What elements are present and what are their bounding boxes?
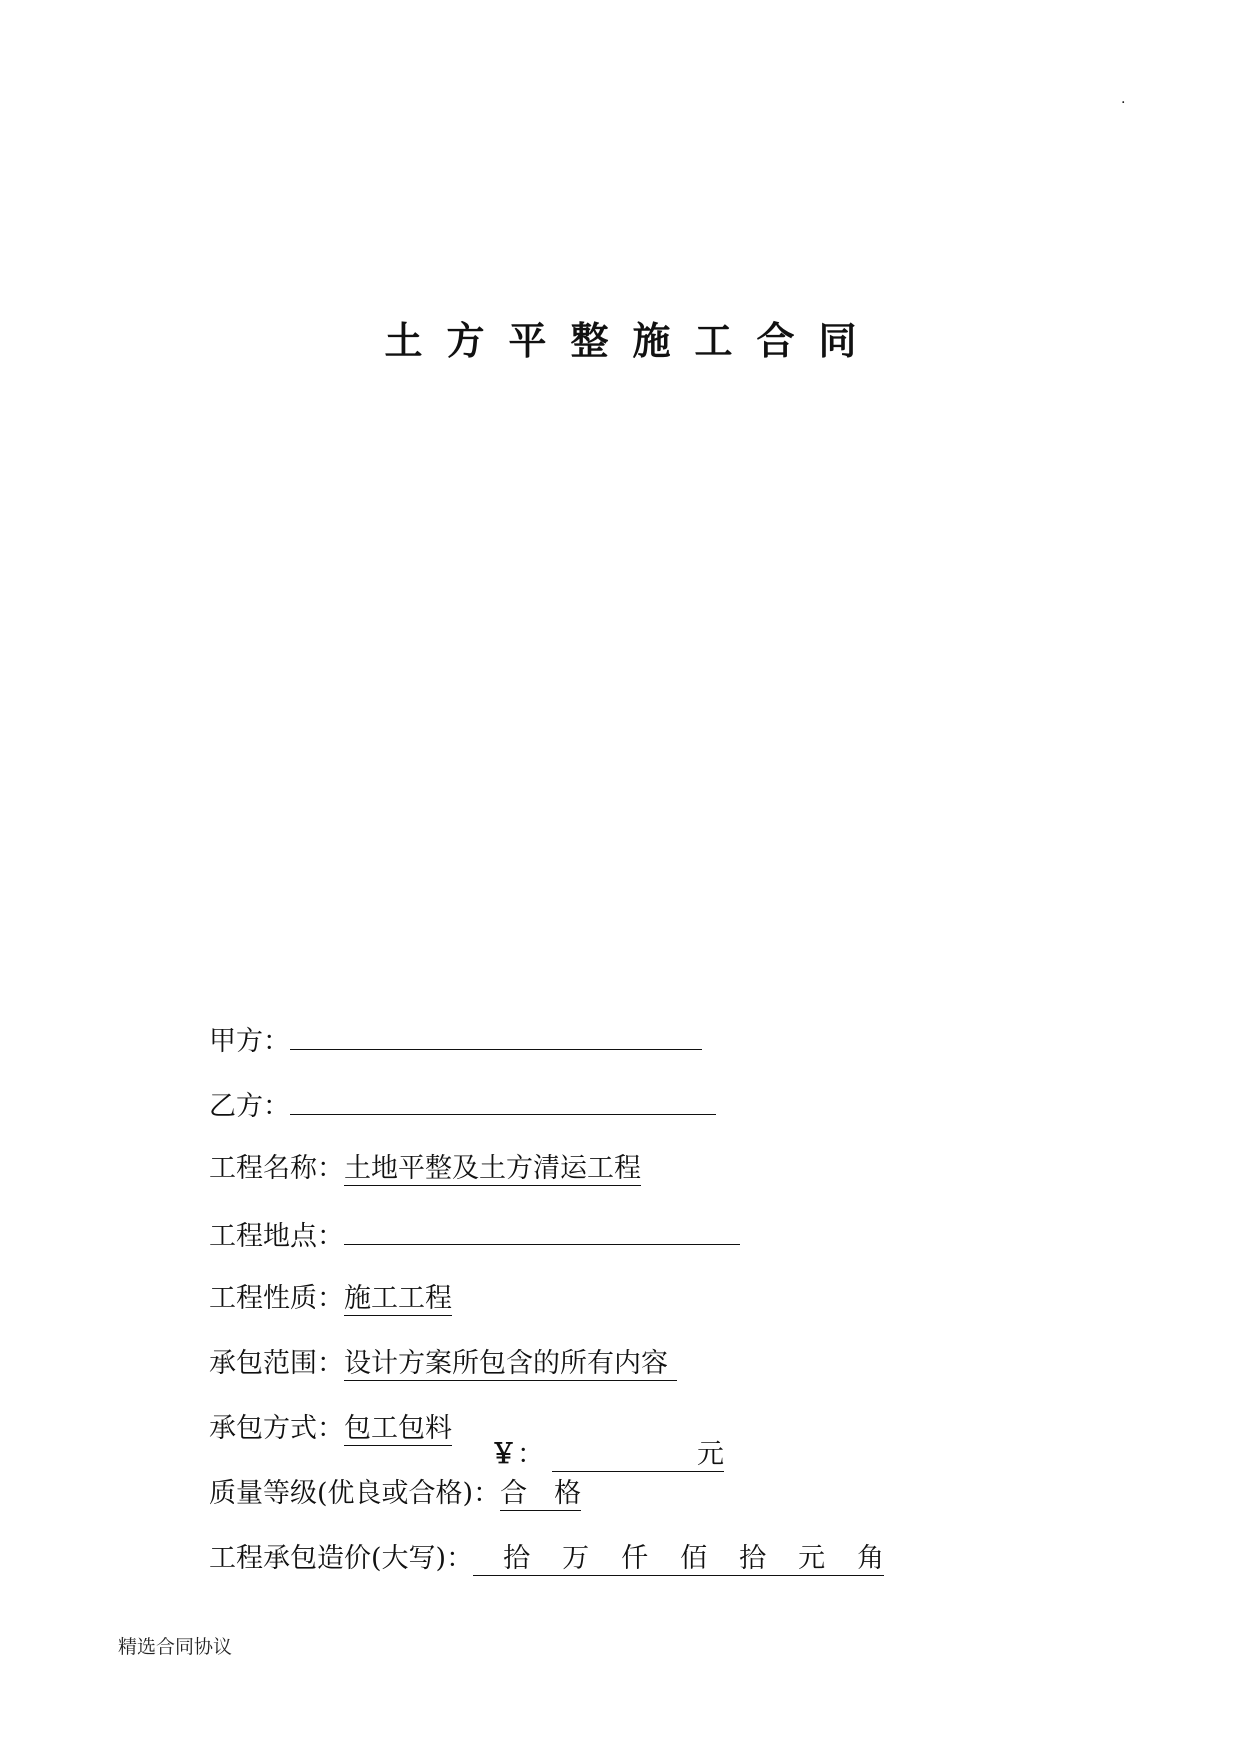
contract-method-row xyxy=(209,1411,452,1447)
contract-scope-value: 设计方案所包含的所有内容 xyxy=(344,1348,677,1379)
quality-grade-row xyxy=(209,1476,581,1512)
contract-price-label: 工程承包造价(大写)： xyxy=(209,1543,474,1574)
contract-price-value xyxy=(473,1543,884,1576)
yen-separator: ： xyxy=(517,1439,544,1470)
project-name-label: 工程名称： xyxy=(209,1153,344,1184)
party-b-label: 乙方： xyxy=(209,1091,290,1122)
yen-amount-row xyxy=(490,1437,724,1473)
contract-method-label: 承包方式： xyxy=(209,1413,344,1444)
party-a-label: 甲方： xyxy=(209,1026,290,1057)
yen-amount-field[interactable] xyxy=(552,1439,724,1472)
yen-unit: 元 xyxy=(697,1439,724,1470)
project-location-label: 工程地点： xyxy=(209,1221,344,1252)
price-unit-bai: 佰 xyxy=(680,1543,708,1574)
project-nature-label: 工程性质： xyxy=(209,1283,344,1314)
party-a-field[interactable] xyxy=(290,1021,702,1050)
contract-scope-label: 承包范围： xyxy=(209,1348,344,1379)
project-name-value: 土地平整及土方清运工程 xyxy=(344,1153,641,1184)
project-location-row xyxy=(209,1216,740,1255)
party-a-row xyxy=(209,1021,702,1060)
project-location-field[interactable] xyxy=(344,1216,740,1245)
contract-price-row xyxy=(209,1541,884,1577)
price-unit-qian: 仟 xyxy=(621,1543,649,1574)
project-nature-row xyxy=(209,1281,452,1317)
contract-scope-row xyxy=(209,1346,677,1382)
footer-text: 精选合同协议 xyxy=(118,1636,233,1658)
price-unit-shi-1: 拾 xyxy=(503,1543,531,1574)
page-title: 土方平整施工合同 xyxy=(384,318,881,363)
contract-method-value: 包工包料 xyxy=(344,1413,452,1444)
yen-symbol: ￥ xyxy=(490,1439,517,1470)
project-nature-value: 施工工程 xyxy=(344,1283,452,1314)
party-b-field[interactable] xyxy=(290,1086,716,1115)
quality-grade-label: 质量等级(优良或合格)： xyxy=(209,1478,501,1509)
party-b-row xyxy=(209,1086,716,1125)
quality-grade-value: 合 格 xyxy=(500,1478,582,1509)
project-name-row xyxy=(209,1151,641,1187)
price-unit-jiao: 角 xyxy=(857,1543,885,1574)
corner-mark: . xyxy=(1121,91,1126,107)
price-unit-wan: 万 xyxy=(562,1543,590,1574)
price-unit-yuan: 元 xyxy=(798,1543,826,1574)
price-unit-shi-2: 拾 xyxy=(739,1543,767,1574)
